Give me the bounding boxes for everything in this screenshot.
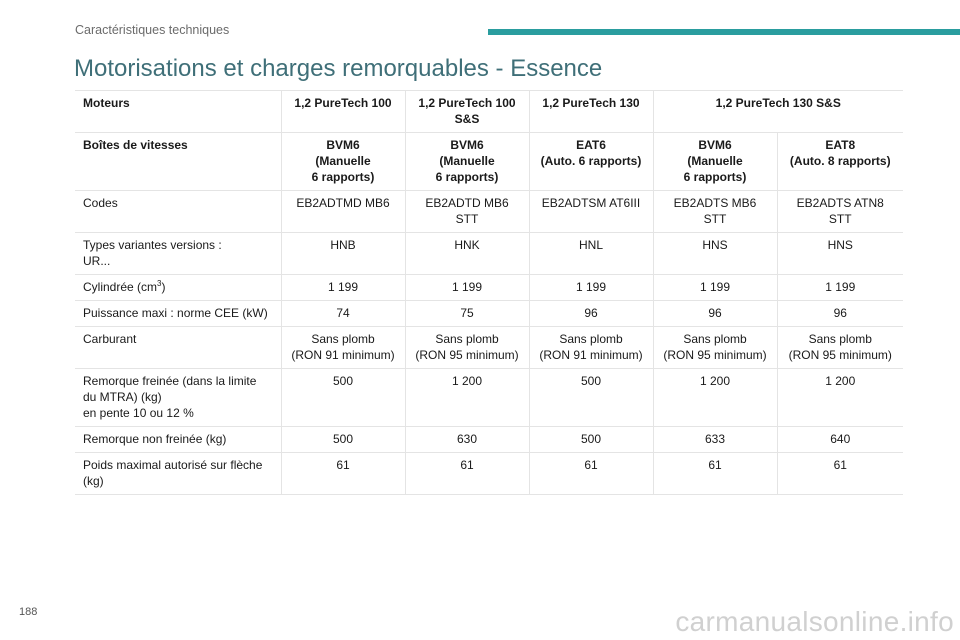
table-cell: 1 200 (653, 369, 777, 427)
table-cell: EAT8 (Auto. 8 rapports) (777, 133, 903, 191)
table-cell: 1 199 (405, 275, 529, 301)
table-cell: 1 199 (529, 275, 653, 301)
table-cell: EB2ADTSM AT6III (529, 191, 653, 233)
table-cell: Sans plomb (RON 95 minimum) (653, 327, 777, 369)
table-cell: 1,2 PureTech 100 S&S (405, 91, 529, 133)
table-cell: 74 (281, 301, 405, 327)
table-cell: 633 (653, 427, 777, 453)
table-row (75, 427, 903, 453)
table-cell: 1 200 (777, 369, 903, 427)
table-cell: Sans plomb (RON 91 minimum) (529, 327, 653, 369)
table-cell: 96 (529, 301, 653, 327)
table-cell: 1 199 (777, 275, 903, 301)
row-label: Poids maximal autorisé sur flèche (kg) (75, 453, 281, 495)
table-row (75, 275, 903, 301)
row-label: Remorque freinée (dans la limite du MTRA) (kg) en pente 10 ou 12 % (75, 369, 281, 427)
table-cell: HNS (777, 233, 903, 275)
row-label: Codes (75, 191, 281, 233)
table-cell: 1,2 PureTech 100 (281, 91, 405, 133)
table-cell: 500 (529, 427, 653, 453)
table-cell: 61 (405, 453, 529, 495)
table-row (75, 301, 903, 327)
table-cell: 75 (405, 301, 529, 327)
section-label: Caractéristiques techniques (75, 23, 230, 37)
table-cell: 61 (653, 453, 777, 495)
table-cell: 96 (653, 301, 777, 327)
page-title: Motorisations et charges remorquables - Essence (74, 55, 603, 82)
table-cell: HNK (405, 233, 529, 275)
row-label: Types variantes versions : UR... (75, 233, 281, 275)
table-cell: HNL (529, 233, 653, 275)
table-cell: EAT6 (Auto. 6 rapports) (529, 133, 653, 191)
table-cell: 96 (777, 301, 903, 327)
table-cell: 61 (281, 453, 405, 495)
row-label: Remorque non freinée (kg) (75, 427, 281, 453)
table-cell: 500 (281, 369, 405, 427)
row-label: Boîtes de vitesses (75, 133, 281, 191)
table-cell: 1 200 (405, 369, 529, 427)
table-cell: EB2ADTS MB6 STT (653, 191, 777, 233)
watermark: carmanualsonline.info (675, 606, 954, 637)
table-cell: 1 199 (653, 275, 777, 301)
page-number: 188 (19, 606, 38, 618)
engine-spec-table (75, 90, 903, 495)
table-cell: Sans plomb (RON 95 minimum) (777, 327, 903, 369)
table-row (75, 453, 903, 495)
table-cell: 640 (777, 427, 903, 453)
table-row (75, 369, 903, 427)
spec-table-body (75, 91, 903, 495)
row-label: Moteurs (75, 91, 281, 133)
table-cell: 61 (777, 453, 903, 495)
table-cell: 630 (405, 427, 529, 453)
table-cell: BVM6 (Manuelle 6 rapports) (281, 133, 405, 191)
header-accent-bar (488, 29, 960, 35)
table-cell: BVM6 (Manuelle 6 rapports) (653, 133, 777, 191)
row-label: Puissance maxi : norme CEE (kW) (75, 301, 281, 327)
table-cell: EB2ADTMD MB6 (281, 191, 405, 233)
table-cell: HNS (653, 233, 777, 275)
table-row (75, 233, 903, 275)
table-cell: HNB (281, 233, 405, 275)
table-cell: 1,2 PureTech 130 (529, 91, 653, 133)
table-cell: 61 (529, 453, 653, 495)
table-cell: EB2ADTS ATN8 STT (777, 191, 903, 233)
table-row (75, 191, 903, 233)
table-cell: 500 (529, 369, 653, 427)
table-cell: EB2ADTD MB6 STT (405, 191, 529, 233)
table-row-engines (75, 91, 903, 133)
row-label: Cylindrée $(cm^3)$ (75, 275, 281, 301)
row-label: Carburant (75, 327, 281, 369)
table-cell: Sans plomb (RON 91 minimum) (281, 327, 405, 369)
table-cell: Sans plomb (RON 95 minimum) (405, 327, 529, 369)
table-cell: 500 (281, 427, 405, 453)
table-row-gearbox (75, 133, 903, 191)
table-row (75, 327, 903, 369)
table-cell: 1 199 (281, 275, 405, 301)
table-cell: 1,2 PureTech 130 S&S (653, 91, 903, 133)
table-cell: BVM6 (Manuelle 6 rapports) (405, 133, 529, 191)
